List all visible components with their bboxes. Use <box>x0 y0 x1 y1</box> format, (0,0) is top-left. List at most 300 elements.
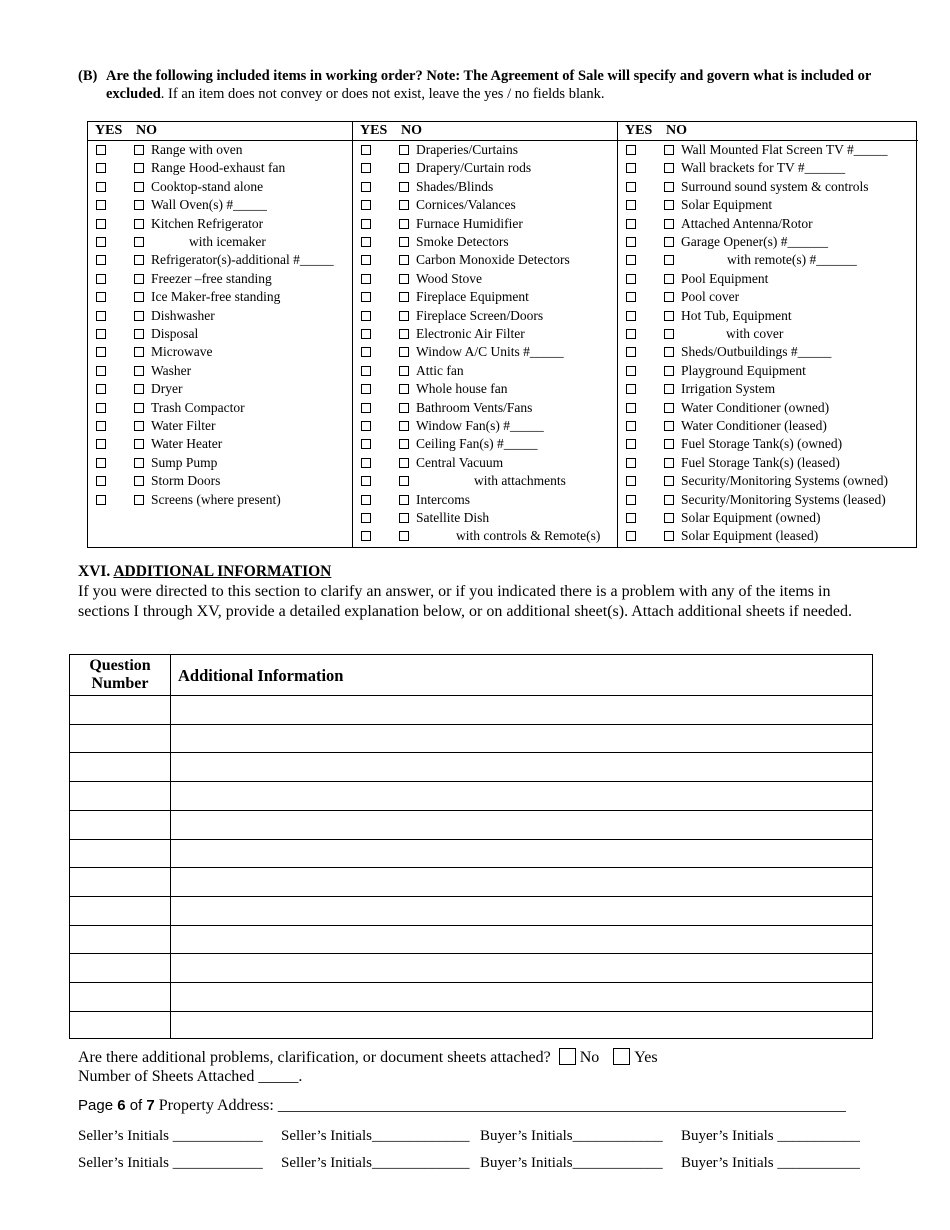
no-checkbox[interactable] <box>664 237 674 247</box>
yes-checkbox[interactable] <box>626 476 636 486</box>
no-checkbox[interactable] <box>664 513 674 523</box>
no-header: NO <box>401 123 422 138</box>
table-row[interactable] <box>70 724 872 725</box>
no-checkbox[interactable] <box>399 366 409 376</box>
item-label: Dishwasher <box>151 307 215 323</box>
item-row <box>353 288 617 306</box>
item-label: Pool Equipment <box>681 270 769 286</box>
item-label: Window Fan(s) #_____ <box>416 418 544 433</box>
no-checkbox[interactable] <box>134 145 144 155</box>
no-checkbox[interactable] <box>664 347 674 357</box>
buyer-initials-2[interactable]: Buyer’s Initials ___________ <box>681 1128 860 1144</box>
yes-checkbox[interactable] <box>626 311 636 321</box>
section-xvi-instructions: If you were directed to this section to clarify an answer, or if you indicated there is a problem with any of the items in sections I through XV, provide a detailed explanation below, or on additional sheet(s). Attach additional sheets if needed. <box>78 583 853 620</box>
no-checkbox[interactable] <box>664 531 674 541</box>
no-checkbox[interactable] <box>134 200 144 210</box>
item-label: Fuel Storage Tank(s) (leased) <box>681 454 840 470</box>
yes-checkbox[interactable] <box>96 476 106 486</box>
no-checkbox[interactable] <box>134 219 144 229</box>
yes-checkbox[interactable] <box>361 200 371 210</box>
yes-checkbox[interactable] <box>626 237 636 247</box>
no-checkbox[interactable] <box>399 200 409 210</box>
yes-checkbox[interactable] <box>626 255 636 265</box>
yes-checkbox[interactable] <box>626 403 636 413</box>
attachments-no-checkbox[interactable] <box>559 1048 576 1065</box>
no-checkbox[interactable] <box>134 403 144 413</box>
no-checkbox[interactable] <box>399 255 409 265</box>
no-checkbox[interactable] <box>664 311 674 321</box>
yes-checkbox[interactable] <box>96 458 106 468</box>
yes-checkbox[interactable] <box>361 458 371 468</box>
item-label: Dryer <box>151 381 183 397</box>
no-checkbox[interactable] <box>664 458 674 468</box>
no-checkbox[interactable] <box>134 439 144 449</box>
no-checkbox[interactable] <box>664 274 674 284</box>
yes-checkbox[interactable] <box>626 458 636 468</box>
no-checkbox[interactable] <box>134 255 144 265</box>
item-label: Window A/C Units #_____ <box>416 344 564 360</box>
yes-checkbox[interactable] <box>626 329 636 339</box>
item-row <box>88 178 352 196</box>
seller-initials-2[interactable]: Seller’s Initials_____________ <box>281 1128 470 1144</box>
section-b-question-rest: . If an item does not convey or does not exist, leave the yes / no fields blank. <box>160 86 605 102</box>
no-checkbox[interactable] <box>399 513 409 523</box>
no-checkbox[interactable] <box>134 237 144 247</box>
item-label: Carbon Monoxide Detectors <box>416 252 570 268</box>
item-row <box>88 343 352 361</box>
buyer-initials-1[interactable]: Buyer’s Initials____________ <box>480 1155 663 1171</box>
item-label: Pool cover <box>681 289 740 305</box>
buyer-initials-1[interactable]: Buyer’s Initials____________ <box>480 1128 663 1144</box>
item-label: Central Vacuum <box>416 454 504 470</box>
item-label: Cornices/Valances <box>416 197 516 213</box>
item-row <box>618 196 918 214</box>
no-checkbox[interactable] <box>664 182 674 192</box>
question-number-header: Question Number <box>89 657 151 692</box>
yes-checkbox[interactable] <box>361 476 371 486</box>
yes-checkbox[interactable] <box>361 163 371 173</box>
no-checkbox[interactable] <box>664 495 674 505</box>
table-row[interactable] <box>70 1011 872 1012</box>
yes-checkbox[interactable] <box>361 495 371 505</box>
item-label: Surround sound system & controls <box>681 178 869 194</box>
item-label: Screens (where present) <box>151 491 281 507</box>
yes-checkbox[interactable] <box>96 200 106 210</box>
yes-checkbox[interactable] <box>361 292 371 302</box>
yes-checkbox[interactable] <box>361 311 371 321</box>
item-row <box>618 251 918 269</box>
item-row <box>88 288 352 306</box>
no-checkbox[interactable] <box>399 145 409 155</box>
yes-checkbox[interactable] <box>361 531 371 541</box>
item-label: Fireplace Screen/Doors <box>416 307 544 323</box>
yes-checkbox[interactable] <box>361 421 371 431</box>
section-b-label: (B) <box>78 68 98 84</box>
seller-initials-1[interactable]: Seller’s Initials ____________ <box>78 1155 263 1171</box>
section-b-question-bold: Are the following included items in working order? Note: The Agreement of Sale will specify and govern what is included or excluded <box>106 68 871 102</box>
yes-checkbox[interactable] <box>626 347 636 357</box>
item-label: Water Conditioner (owned) <box>681 399 830 415</box>
item-label: Garage Opener(s) #______ <box>681 234 828 249</box>
section-xvi-number: XVI. <box>78 563 111 580</box>
item-row <box>618 159 918 177</box>
items-column-header <box>88 122 352 140</box>
no-checkbox[interactable] <box>399 292 409 302</box>
no-checkbox[interactable] <box>399 182 409 192</box>
item-row <box>353 435 617 453</box>
yes-checkbox[interactable] <box>361 219 371 229</box>
no-checkbox[interactable] <box>134 458 144 468</box>
yes-checkbox[interactable] <box>361 329 371 339</box>
item-row <box>88 435 352 453</box>
item-row <box>88 233 352 251</box>
item-row <box>353 233 617 251</box>
sheets-attached-field[interactable]: Number of Sheets Attached _____. <box>78 1068 303 1085</box>
page-word: Page <box>78 1097 118 1114</box>
item-row <box>353 491 617 509</box>
item-row <box>353 251 617 269</box>
item-label: Bathroom Vents/Fans <box>416 399 533 415</box>
item-label: Freezer –free standing <box>151 270 272 286</box>
no-checkbox[interactable] <box>664 384 674 394</box>
no-checkbox[interactable] <box>134 421 144 431</box>
item-row <box>88 215 352 233</box>
no-checkbox[interactable] <box>134 366 144 376</box>
yes-checkbox[interactable] <box>626 292 636 302</box>
item-label: Refrigerator(s)-additional #_____ <box>151 252 334 268</box>
items-column-1 <box>88 122 352 547</box>
no-checkbox[interactable] <box>134 495 144 505</box>
item-label: Security/Monitoring Systems (leased) <box>681 491 886 507</box>
no-checkbox[interactable] <box>664 145 674 155</box>
item-label: Ice Maker-free standing <box>151 289 281 305</box>
no-checkbox[interactable] <box>399 237 409 247</box>
item-label: Smoke Detectors <box>416 234 509 249</box>
item-row <box>618 399 918 417</box>
table-row[interactable] <box>70 925 872 926</box>
item-row <box>353 178 617 196</box>
no-checkbox[interactable] <box>399 163 409 173</box>
item-row <box>88 491 352 509</box>
yes-checkbox[interactable] <box>626 200 636 210</box>
table-row[interactable] <box>70 896 872 897</box>
item-row <box>618 288 918 306</box>
item-label: with cover <box>726 326 784 341</box>
yes-checkbox[interactable] <box>96 219 106 229</box>
item-row <box>618 343 918 361</box>
property-address-field[interactable]: Property Address: _______________________________________________________________________ <box>158 1097 846 1114</box>
item-label: Washer <box>151 362 192 378</box>
yes-checkbox[interactable] <box>626 513 636 523</box>
yes-checkbox[interactable] <box>96 311 106 321</box>
item-label: Water Filter <box>151 418 216 433</box>
item-label: Trash Compactor <box>151 399 245 415</box>
no-checkbox[interactable] <box>134 329 144 339</box>
attachments-no-label: No <box>579 1049 600 1066</box>
item-label: Solar Equipment <box>681 197 773 213</box>
included-items-table <box>87 121 917 548</box>
item-row <box>88 362 352 380</box>
attachments-question-text: Are there additional problems, clarification, or document sheets attached? <box>78 1049 551 1066</box>
no-checkbox[interactable] <box>664 439 674 449</box>
item-row <box>618 454 918 472</box>
no-checkbox[interactable] <box>664 292 674 302</box>
no-checkbox[interactable] <box>134 311 144 321</box>
table-row[interactable] <box>70 982 872 983</box>
item-row <box>88 325 352 343</box>
item-row <box>353 343 617 361</box>
page-footer <box>78 1097 846 1115</box>
item-row <box>353 159 617 177</box>
buyer-initials-2[interactable]: Buyer’s Initials ___________ <box>681 1155 860 1171</box>
item-label: Attic fan <box>416 362 464 378</box>
table-row[interactable] <box>70 695 872 696</box>
item-label: Fireplace Equipment <box>416 289 529 305</box>
no-checkbox[interactable] <box>399 421 409 431</box>
item-label: Ceiling Fan(s) #_____ <box>416 436 538 452</box>
yes-checkbox[interactable] <box>96 163 106 173</box>
item-label: Drapery/Curtain rods <box>416 160 532 176</box>
item-label: with controls & Remote(s) <box>456 528 601 544</box>
table-row[interactable] <box>70 781 872 782</box>
item-row <box>618 491 918 509</box>
yes-checkbox[interactable] <box>96 274 106 284</box>
item-label: Wall Oven(s) #_____ <box>151 197 267 213</box>
yes-checkbox[interactable] <box>361 403 371 413</box>
item-label: Solar Equipment (leased) <box>681 528 819 544</box>
table-row[interactable] <box>70 810 872 811</box>
no-checkbox[interactable] <box>134 476 144 486</box>
item-label: Wood Stove <box>416 270 483 286</box>
seller-initials-2[interactable]: Seller’s Initials_____________ <box>281 1155 470 1171</box>
item-row <box>353 454 617 472</box>
no-checkbox[interactable] <box>399 311 409 321</box>
yes-checkbox[interactable] <box>626 384 636 394</box>
items-column-3 <box>617 122 918 547</box>
page-number: 6 <box>117 1097 126 1114</box>
yes-header: YES <box>95 123 123 138</box>
section-xvi-title <box>78 563 331 581</box>
item-row <box>353 380 617 398</box>
no-checkbox[interactable] <box>399 476 409 486</box>
item-row <box>88 399 352 417</box>
additional-info-table <box>69 654 873 1039</box>
yes-checkbox[interactable] <box>96 421 106 431</box>
item-row <box>88 417 352 435</box>
no-checkbox[interactable] <box>399 329 409 339</box>
yes-checkbox[interactable] <box>96 439 106 449</box>
item-label: Whole house fan <box>416 381 508 397</box>
no-checkbox[interactable] <box>399 347 409 357</box>
item-row <box>353 215 617 233</box>
item-label: Range Hood-exhaust fan <box>151 160 286 176</box>
no-checkbox[interactable] <box>664 219 674 229</box>
attachments-question <box>78 1048 658 1067</box>
item-row <box>618 527 918 545</box>
no-checkbox[interactable] <box>664 403 674 413</box>
table-row[interactable] <box>70 752 872 753</box>
no-checkbox[interactable] <box>399 458 409 468</box>
item-label: with icemaker <box>189 234 266 249</box>
yes-header: YES <box>360 123 388 138</box>
no-checkbox[interactable] <box>399 219 409 229</box>
item-label: Irrigation System <box>681 381 776 397</box>
item-row <box>353 325 617 343</box>
yes-checkbox[interactable] <box>96 255 106 265</box>
item-label: Sump Pump <box>151 454 218 470</box>
yes-checkbox[interactable] <box>96 292 106 302</box>
item-label: Disposal <box>151 326 199 341</box>
yes-checkbox[interactable] <box>361 513 371 523</box>
item-row <box>618 141 918 159</box>
yes-checkbox[interactable] <box>96 145 106 155</box>
no-checkbox[interactable] <box>399 274 409 284</box>
item-row <box>353 527 617 545</box>
no-checkbox[interactable] <box>134 163 144 173</box>
section-xvi-heading: ADDITIONAL INFORMATION <box>113 563 332 580</box>
yes-checkbox[interactable] <box>626 366 636 376</box>
no-checkbox[interactable] <box>134 347 144 357</box>
no-checkbox[interactable] <box>134 274 144 284</box>
item-row <box>618 472 918 490</box>
no-checkbox[interactable] <box>399 495 409 505</box>
seller-initials-1[interactable]: Seller’s Initials ____________ <box>78 1128 263 1144</box>
item-row <box>88 454 352 472</box>
yes-checkbox[interactable] <box>96 403 106 413</box>
no-header: NO <box>136 123 157 138</box>
item-row <box>88 141 352 159</box>
yes-checkbox[interactable] <box>361 366 371 376</box>
yes-checkbox[interactable] <box>626 219 636 229</box>
yes-checkbox[interactable] <box>361 384 371 394</box>
no-checkbox[interactable] <box>399 403 409 413</box>
item-label: Kitchen Refrigerator <box>151 215 264 231</box>
no-checkbox[interactable] <box>664 476 674 486</box>
no-checkbox[interactable] <box>134 182 144 192</box>
item-label: Hot Tub, Equipment <box>681 307 792 323</box>
item-row <box>353 362 617 380</box>
yes-checkbox[interactable] <box>626 421 636 431</box>
section-b-question <box>78 67 923 103</box>
table-row[interactable] <box>70 839 872 840</box>
no-checkbox[interactable] <box>399 531 409 541</box>
no-checkbox[interactable] <box>664 329 674 339</box>
item-label: Draperies/Curtains <box>416 142 518 157</box>
yes-checkbox[interactable] <box>96 182 106 192</box>
no-checkbox[interactable] <box>664 421 674 431</box>
attachments-yes-label: Yes <box>634 1049 658 1066</box>
yes-checkbox[interactable] <box>626 163 636 173</box>
yes-checkbox[interactable] <box>361 255 371 265</box>
yes-checkbox[interactable] <box>96 237 106 247</box>
yes-checkbox[interactable] <box>626 145 636 155</box>
item-row <box>618 362 918 380</box>
yes-checkbox[interactable] <box>626 182 636 192</box>
item-label: Solar Equipment (owned) <box>681 510 821 525</box>
yes-checkbox[interactable] <box>96 366 106 376</box>
item-row <box>88 196 352 214</box>
item-row <box>618 178 918 196</box>
items-column-header <box>618 122 918 140</box>
item-row <box>353 307 617 325</box>
item-row <box>618 215 918 233</box>
item-label: Wall brackets for TV #______ <box>681 160 846 176</box>
additional-information-header: Additional Information <box>178 666 344 685</box>
yes-checkbox[interactable] <box>361 439 371 449</box>
item-row <box>353 472 617 490</box>
item-label: Shades/Blinds <box>416 178 494 194</box>
yes-checkbox[interactable] <box>361 274 371 284</box>
yes-checkbox[interactable] <box>361 347 371 357</box>
table-row[interactable] <box>70 867 872 868</box>
item-row <box>618 417 918 435</box>
item-row <box>618 509 918 527</box>
item-label: Playground Equipment <box>681 362 806 378</box>
no-checkbox[interactable] <box>664 163 674 173</box>
item-row <box>618 270 918 288</box>
item-label: Water Heater <box>151 436 223 452</box>
item-row <box>353 417 617 435</box>
item-row <box>88 251 352 269</box>
yes-checkbox[interactable] <box>626 439 636 449</box>
no-checkbox[interactable] <box>399 439 409 449</box>
no-checkbox[interactable] <box>134 292 144 302</box>
item-row <box>618 325 918 343</box>
attachments-yes-checkbox[interactable] <box>613 1048 630 1065</box>
item-row <box>618 233 918 251</box>
yes-checkbox[interactable] <box>626 495 636 505</box>
item-row <box>618 435 918 453</box>
item-row <box>353 270 617 288</box>
column-divider <box>170 655 171 1038</box>
item-row <box>618 307 918 325</box>
item-label: Microwave <box>151 344 213 360</box>
yes-checkbox[interactable] <box>361 182 371 192</box>
page-total: 7 <box>146 1097 155 1114</box>
item-label: Attached Antenna/Rotor <box>681 215 813 231</box>
yes-checkbox[interactable] <box>361 145 371 155</box>
item-row <box>88 270 352 288</box>
item-label: Furnace Humidifier <box>416 215 523 231</box>
item-row <box>353 509 617 527</box>
no-checkbox[interactable] <box>134 384 144 394</box>
yes-checkbox[interactable] <box>96 495 106 505</box>
item-label: Range with oven <box>151 142 243 157</box>
item-label: Satellite Dish <box>416 510 490 525</box>
yes-checkbox[interactable] <box>626 531 636 541</box>
item-label: Electronic Air Filter <box>416 326 525 341</box>
table-row[interactable] <box>70 953 872 954</box>
item-row <box>618 380 918 398</box>
items-column-header <box>353 122 617 140</box>
no-checkbox[interactable] <box>399 384 409 394</box>
no-checkbox[interactable] <box>664 366 674 376</box>
of-word: of <box>125 1097 147 1114</box>
yes-checkbox[interactable] <box>96 329 106 339</box>
no-checkbox[interactable] <box>664 255 674 265</box>
item-row <box>353 141 617 159</box>
item-label: Cooktop-stand alone <box>151 178 264 194</box>
yes-checkbox[interactable] <box>96 384 106 394</box>
no-checkbox[interactable] <box>664 200 674 210</box>
yes-checkbox[interactable] <box>96 347 106 357</box>
item-label: Intercoms <box>416 491 470 507</box>
item-label: Wall Mounted Flat Screen TV #_____ <box>681 142 888 157</box>
item-row <box>353 196 617 214</box>
item-label: with attachments <box>474 473 566 489</box>
yes-checkbox[interactable] <box>361 237 371 247</box>
yes-checkbox[interactable] <box>626 274 636 284</box>
